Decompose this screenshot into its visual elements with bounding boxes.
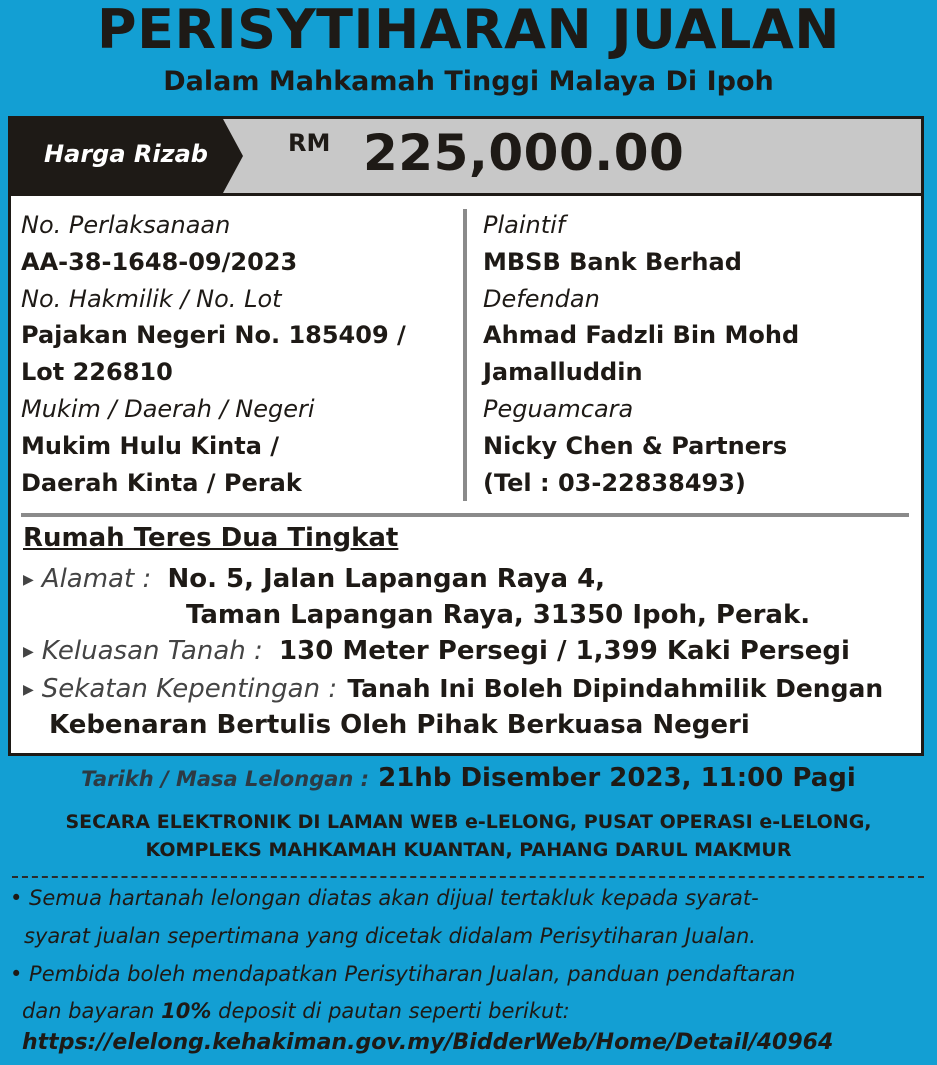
plaintiff-value: MBSB Bank Berhad — [483, 247, 742, 276]
reserve-label: Harga Rizab — [44, 140, 208, 168]
title-lot-label: No. Hakmilik / No. Lot — [21, 284, 282, 313]
triangle-bullet-icon: ▶ — [23, 572, 34, 588]
case-details-left — [21, 207, 451, 501]
auction-date-value: 21hb Disember 2023, 11:00 Pagi — [378, 763, 856, 793]
title-lot-value: Pajakan Negeri No. 185409 / — [21, 321, 406, 350]
venue-line-2: KOMPLEKS MAHKAMAH KUANTAN, PAHANG DARUL MAKMUR — [145, 839, 792, 861]
property-type-heading: Rumah Teres Dua Tingkat — [23, 523, 399, 553]
note-2-pre: dan bayaran — [22, 999, 162, 1023]
solicitor-phone: (Tel : 03-22838493) — [483, 468, 746, 497]
execution-no-value: AA-38-1648-09/2023 — [21, 247, 298, 276]
dashed-divider — [12, 876, 924, 878]
defendant-value: Jamalluddin — [483, 358, 643, 387]
auction-venue — [0, 808, 937, 864]
location-value: Daerah Kinta / Perak — [21, 468, 302, 497]
note-1-line-1: • Semua hartanah lelongan diatas akan dijual tertakluk kepada syarat- — [10, 886, 759, 910]
case-details-right — [483, 207, 903, 501]
note-2-post: deposit di pautan seperti berikut: — [211, 999, 570, 1023]
title-lot-value: Lot 226810 — [21, 358, 173, 387]
auction-date-row — [0, 763, 937, 793]
page-subtitle: Dalam Mahkamah Tinggi Malaya Di Ipoh — [163, 66, 774, 97]
land-area-value: 130 Meter Persegi / 1,399 Kaki Persegi — [279, 636, 850, 666]
column-divider — [463, 209, 467, 501]
address-line-2: Taman Lapangan Raya, 31350 Ipoh, Perak. — [186, 600, 811, 630]
triangle-bullet-icon: ▶ — [23, 644, 34, 660]
solicitor-value: Nicky Chen & Partners — [483, 431, 788, 460]
triangle-bullet-icon: ▶ — [23, 682, 34, 698]
address-line-1: No. 5, Jalan Lapangan Raya 4, — [167, 564, 606, 594]
reserve-price: 225,000.00 — [363, 124, 685, 182]
restriction-row — [23, 671, 883, 711]
plaintiff-label: Plaintif — [483, 211, 566, 239]
land-area-label: Keluasan Tanah : — [41, 636, 263, 666]
restriction-value-line-2: Kebenaran Bertulis Oleh Pihak Berkuasa Negeri — [49, 710, 750, 740]
price-currency: RM — [288, 129, 331, 157]
listing-card — [8, 116, 924, 756]
defendant-label: Defendan — [483, 284, 600, 313]
defendant-value: Ahmad Fadzli Bin Mohd — [483, 321, 800, 350]
location-value: Mukim Hulu Kinta / — [21, 431, 280, 460]
deposit-percentage: 10% — [161, 999, 212, 1023]
reserve-price-bar — [11, 119, 921, 196]
restriction-value-line-1: Tanah Ini Boleh Dipindahmilik Dengan — [347, 674, 884, 703]
land-area-row — [23, 633, 850, 673]
execution-no-label: No. Perlaksanaan — [21, 211, 231, 239]
solicitor-label: Peguamcara — [483, 394, 634, 423]
restriction-label: Sekatan Kepentingan : — [41, 674, 338, 704]
venue-line-1: SECARA ELEKTRONIK DI LAMAN WEB e-LELONG, PUSAT OPERASI e-LELONG, — [65, 811, 872, 833]
section-divider — [21, 513, 909, 517]
address-row — [23, 561, 605, 601]
page-title: PERISYTIHARAN JUALAN — [97, 0, 840, 61]
location-label: Mukim / Daerah / Negeri — [21, 394, 315, 423]
note-1-line-2: syarat jualan sepertimana yang dicetak didalam Perisytiharan Jualan. — [24, 924, 756, 948]
auction-date-label: Tarikh / Masa Lelongan : — [81, 767, 370, 791]
bidder-link[interactable]: https://elelong.kehakiman.gov.my/BidderWeb/Home/Detail/40964 — [22, 1030, 834, 1055]
note-2-line-1: • Pembida boleh mendapatkan Perisytiharan Jualan, panduan pendaftaran — [10, 962, 796, 986]
note-2-line-2 — [22, 993, 570, 1029]
address-label: Alamat : — [41, 564, 152, 594]
